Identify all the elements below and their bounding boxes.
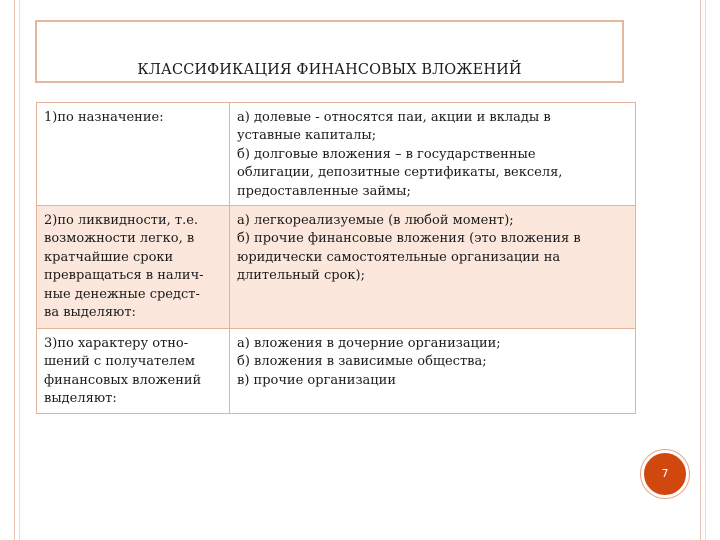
table-row	[37, 329, 636, 414]
description-line: уставные капиталы;	[237, 128, 377, 144]
title-box	[35, 20, 624, 83]
description-line: а) вложения в дочерние организации;	[237, 336, 501, 352]
frame-line-left-inner	[19, 0, 20, 540]
description-line: б) прочие финансовые вложения (это вложения в	[237, 231, 581, 247]
description-cell	[230, 206, 636, 329]
frame-line-right	[700, 0, 701, 540]
description-line: длительный срок);	[237, 268, 365, 284]
criterion-line: ва выделяют:	[44, 305, 136, 321]
description-line: а) легкореализуемые (в любой момент);	[237, 213, 514, 229]
criterion-line: финансовых вложений	[44, 372, 202, 388]
criterion-line: превращаться в налич-	[44, 268, 204, 284]
criterion-line: 2)по ликвидности, т.е.	[44, 213, 199, 229]
table-row	[37, 206, 636, 329]
description-line: облигации, депозитные сертификаты, векселя,	[237, 165, 563, 181]
description-line: предоставленные займы;	[237, 183, 411, 199]
frame-line-right-inner	[705, 0, 706, 540]
criterion-line: кратчайшие сроки	[44, 249, 174, 265]
criterion-line: 1)по назначение:	[44, 110, 164, 125]
criterion-line: возможности легко, в	[44, 231, 195, 247]
page-number-badge: 7	[641, 450, 689, 498]
description-line: в) прочие организации	[237, 372, 396, 388]
page-title: КЛАССИФИКАЦИЯ ФИНАНСОВЫХ ВЛОЖЕНИЙ	[137, 62, 522, 78]
criterion-line: выделяют:	[44, 391, 117, 407]
criterion-line: 3)по характеру отно-	[44, 336, 189, 352]
criterion-line: ные денежные средст-	[44, 286, 200, 302]
description-line: а) долевые - относятся паи, акции и вклады в	[237, 110, 551, 125]
criterion-cell	[37, 329, 230, 414]
description-line: б) вложения в зависимые общества;	[237, 354, 487, 370]
description-cell	[230, 103, 636, 206]
criterion-cell	[37, 206, 230, 329]
description-line: б) долговые вложения – в государственные	[237, 146, 536, 162]
classification-table	[36, 102, 636, 414]
description-cell	[230, 329, 636, 414]
criterion-line: шений с получателем	[44, 354, 196, 370]
criterion-cell	[37, 103, 230, 206]
description-line: юридически самостоятельные организации на	[237, 249, 561, 265]
frame-line-left	[14, 0, 15, 540]
table-row	[37, 103, 636, 206]
